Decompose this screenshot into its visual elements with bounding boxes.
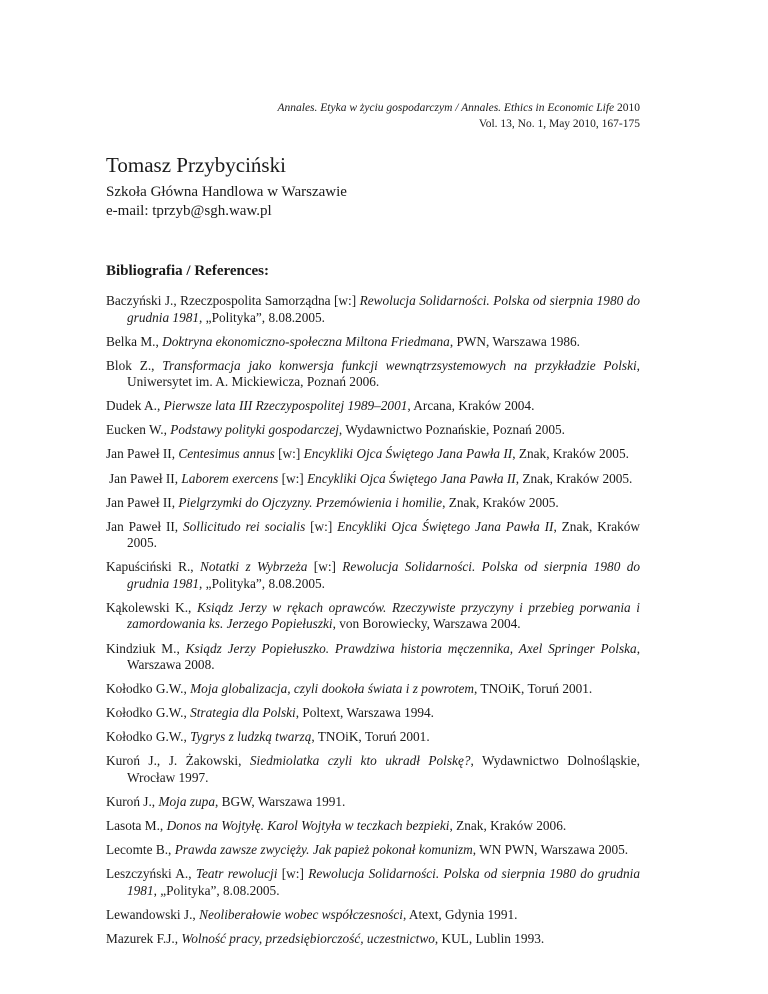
ref-part: , Warszawa 2008. [127, 640, 641, 673]
ref-part: Baczyński J., Rzeczpospolita Samorządna [w:] [106, 293, 360, 308]
ref-title: Teatr rewolucji [195, 866, 278, 882]
ref-part: Kąkolewski K., [106, 599, 197, 615]
journal-header [277, 100, 640, 132]
ref-part: , Znak, Kraków 2006. [449, 818, 567, 834]
ref-title: Doktryna ekonomiczno-społeczna Miltona Friedmana [162, 333, 450, 349]
ref-title: Centesimus annus [178, 446, 275, 462]
ref-part: Kołodko G.W., [106, 705, 191, 721]
reference-item [106, 358, 640, 391]
ref-part: , Znak, Kraków 2005. [512, 446, 629, 462]
reference-item [106, 753, 640, 786]
ref-part: Kindziuk M., [106, 640, 186, 656]
ref-title: Donos na Wojtyłę. Karol Wojtyła w teczkach bezpieki [166, 818, 450, 834]
ref-part: Jan Paweł II, [106, 446, 179, 462]
journal-volume: Vol. 13, No. 1, May 2010, 167-175 [478, 118, 640, 130]
ref-source-title: Encykliki Ojca Świętego Jana Pawła II [307, 470, 516, 486]
reference-item [106, 446, 640, 463]
reference-item [106, 334, 640, 351]
reference-item [106, 398, 640, 415]
reference-item [106, 681, 640, 698]
ref-part: , WN PWN, Warszawa 2005. [472, 842, 629, 858]
ref-part: , Poltext, Warszawa 1994. [295, 705, 435, 721]
ref-part: Kołodko G.W., [106, 681, 191, 697]
reference-item [106, 794, 640, 811]
reference-item [106, 471, 640, 488]
ref-title: Transformacja jako konwersja funkcji wewnątrzsystemowych na przykładzie Polski [162, 357, 637, 373]
ref-title: Pielgrzymki do Ojczyzny. Przemówienia i homilie [178, 494, 443, 510]
ref-title: Ksiądz Jerzy w rękach oprawców. Rzeczywiste przyczyny i przebieg porwania i zamordowania ks. Jerzego Popiełuszki [127, 599, 640, 632]
reference-item [106, 641, 640, 674]
ref-title: Wolność pracy, przedsiębiorczość, uczestnictwo [181, 930, 435, 946]
ref-title: Moja zupa [158, 794, 215, 809]
ref-part: , „Polityka”, 8.08.2005. [199, 575, 325, 591]
ref-part: , Znak, Kraków 2005. [442, 494, 559, 510]
ref-title: Siedmiolatka czyli kto ukradł Polskę? [249, 753, 471, 769]
ref-part: Jan Paweł II, [106, 518, 183, 534]
ref-part: , Znak, Kraków 2005. [515, 470, 633, 486]
ref-part: Eucken W., [106, 422, 171, 438]
ref-part: Lecomte B., [106, 842, 175, 858]
ref-part: , Wydawnictwo Poznańskie, Poznań 2005. [338, 422, 565, 438]
ref-part: , TNOiK, Toruń 2001. [474, 681, 593, 697]
reference-item [106, 842, 640, 859]
ref-part: Kuroń J., J. Żakowski, [106, 753, 250, 769]
ref-title: Podstawy polityki gospodarczej [170, 422, 339, 438]
ref-part: Jan Paweł II, [106, 494, 179, 510]
author-name: Tomasz Przybyciński [106, 153, 286, 177]
ref-part: Mazurek F.J., [106, 930, 182, 946]
ref-title: Ksiądz Jerzy Popiełuszko. Prawdziwa historia męczennika, Axel Springer Polska [185, 640, 637, 656]
ref-part: , „Polityka”, 8.08.2005. [153, 882, 280, 898]
ref-title: Pierwsze lata III Rzeczypospolitej 1989–2001 [163, 398, 408, 414]
ref-part: Blok Z., [106, 357, 163, 373]
ref-part: , Znak, Kraków 2005. [127, 518, 641, 551]
author-block [106, 152, 646, 221]
ref-part: Kołodko G.W., [106, 729, 191, 745]
ref-part: , von Borowiecky, Warszawa 2004. [332, 616, 521, 632]
ref-part: Kuroń J., [106, 794, 159, 809]
ref-part: , Wydawnictwo Dolnośląskie, Wrocław 1997. [127, 753, 640, 785]
ref-part: , PWN, Warszawa 1986. [449, 333, 580, 349]
bibliography-section [106, 262, 640, 955]
ref-title: Neoliberałowie wobec współczesności [199, 906, 403, 922]
ref-part: , Arcana, Kraków 2004. [407, 398, 535, 414]
bibliography-title: Bibliografia / References: [106, 263, 270, 279]
ref-title: Rewolucja Solidarności. Polska od sierpnia 1980 do grudnia 1981 [127, 293, 640, 325]
ref-part: Leszczyński A., [106, 866, 196, 882]
author-affiliation: Szkoła Główna Handlowa w Warszawie [106, 184, 347, 200]
journal-title: Annales. Etyka w życiu gospodarczym / Annales. Ethics in Economic Life [277, 102, 615, 114]
reference-item [106, 519, 640, 552]
ref-part: Lewandowski J., [106, 906, 200, 922]
journal-line-1 [277, 100, 640, 116]
ref-part: , „Polityka”, 8.08.2005. [199, 309, 325, 325]
reference-item [106, 705, 640, 722]
reference-item [106, 495, 640, 512]
ref-title: Moja globalizacja, czyli dookoła świata i z powrotem [190, 681, 474, 697]
ref-title: Tygrys z ludzką twarzą [190, 729, 312, 745]
reference-item [106, 422, 640, 439]
ref-part: [w:] [277, 866, 309, 882]
journal-year: 2010 [614, 102, 640, 114]
ref-part: , TNOiK, Toruń 2001. [311, 729, 430, 745]
ref-part: [w:] [307, 559, 343, 575]
ref-title: Sollicitudo rei socialis [183, 518, 306, 534]
author-email: e-mail: tprzyb@sgh.waw.pl [106, 203, 272, 219]
ref-part: [w:] [278, 470, 308, 486]
ref-source-title: Rewolucja Solidarności. Polska od sierpnia 1980 do grudnia 1981 [127, 866, 640, 898]
ref-part: , Uniwersytet im. A. Mickiewicza, Poznań 2006. [127, 357, 640, 390]
ref-part: Jan Paweł II, [109, 470, 182, 486]
ref-title: Strategia dla Polski [190, 705, 296, 721]
reference-item [106, 729, 640, 746]
reference-item [106, 931, 640, 948]
reference-item [106, 866, 640, 899]
reference-item [106, 600, 640, 633]
reference-item [106, 559, 640, 592]
reference-item [106, 293, 640, 326]
ref-part: , BGW, Warszawa 1991. [214, 794, 346, 809]
ref-part: Dudek A., [106, 398, 164, 414]
ref-part: Kapuściński R., [106, 559, 200, 575]
ref-source-title: Encykliki Ojca Świętego Jana Pawła II [337, 518, 554, 534]
ref-title: Laborem exercens [181, 470, 279, 486]
ref-part: , Atext, Gdynia 1991. [402, 906, 518, 922]
ref-title: Notatki z Wybrzeża [199, 559, 308, 575]
ref-source-title: Encykliki Ojca Świętego Jana Pawła II [303, 446, 513, 462]
ref-part: [w:] [305, 518, 338, 534]
reference-item [106, 907, 640, 924]
ref-title: Prawda zawsze zwycięży. Jak papież pokonał komunizm [174, 842, 473, 858]
ref-part: , KUL, Lublin 1993. [434, 930, 545, 946]
ref-source-title: Rewolucja Solidarności. Polska od sierpnia 1980 do grudnia 1981 [127, 559, 640, 591]
ref-part: Lasota M., [106, 818, 167, 834]
ref-part: Belka M., [106, 333, 163, 349]
ref-part: [w:] [274, 446, 304, 462]
reference-item [106, 818, 640, 835]
